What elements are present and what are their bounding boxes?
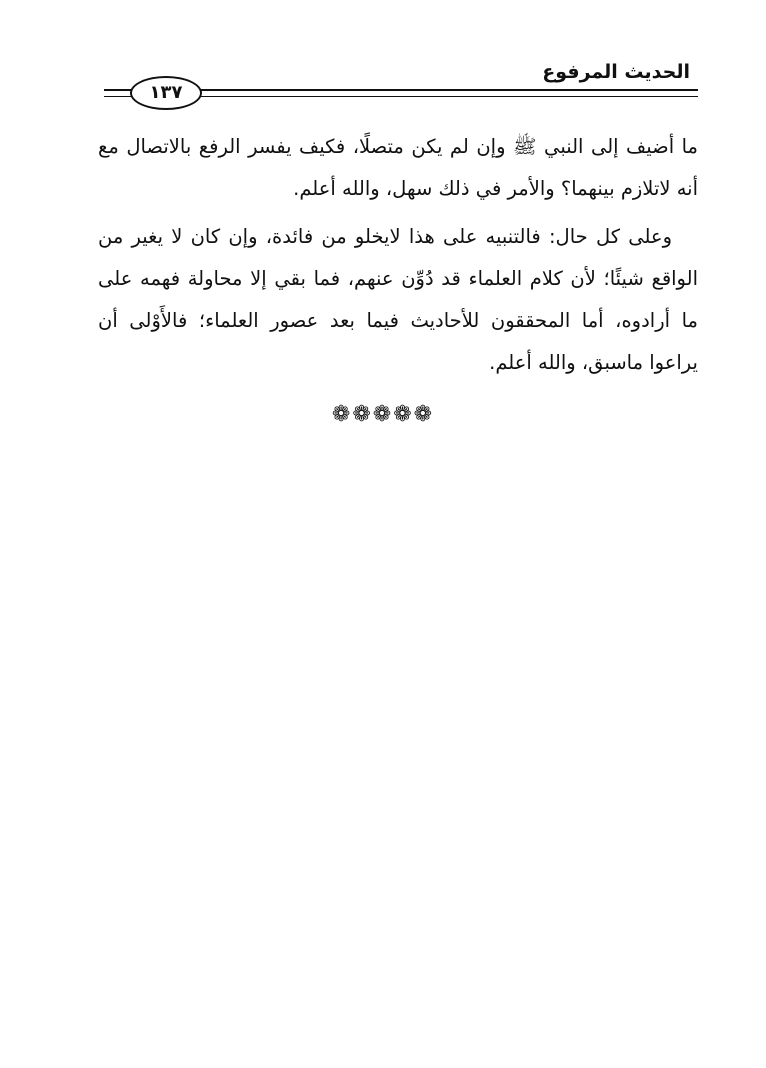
paragraph-2: وعلى كل حال: فالتنبيه على هذا لايخلو من فائدة، وإن كان لا يغير من الواقع شيئًا؛ لأن كلام العلماء قد دُوِّن عنهم، فما بقي إلا محاولة فهمه على ما أرادوه، أما المحققون للأحاديث فيما بعد عصور العلماء؛ فالأَوْلى أن يراعوا ماسبق، والله أعلم. xyxy=(98,225,698,374)
paragraph-1: ما أضيف إلى النبي ﷺ وإن لم يكن متصلًا، فكيف يفسر الرفع بالاتصال مع أنه لاتلازم بينهما؟ والأمر في ذلك سهل، والله أعلم. xyxy=(98,135,698,200)
running-header-title: الحديث المرفوع xyxy=(542,61,690,83)
section-end-ornament: ❁❁❁❁❁ xyxy=(331,402,435,427)
page-number: ١٣٧ xyxy=(130,76,202,110)
main-text xyxy=(98,126,698,390)
